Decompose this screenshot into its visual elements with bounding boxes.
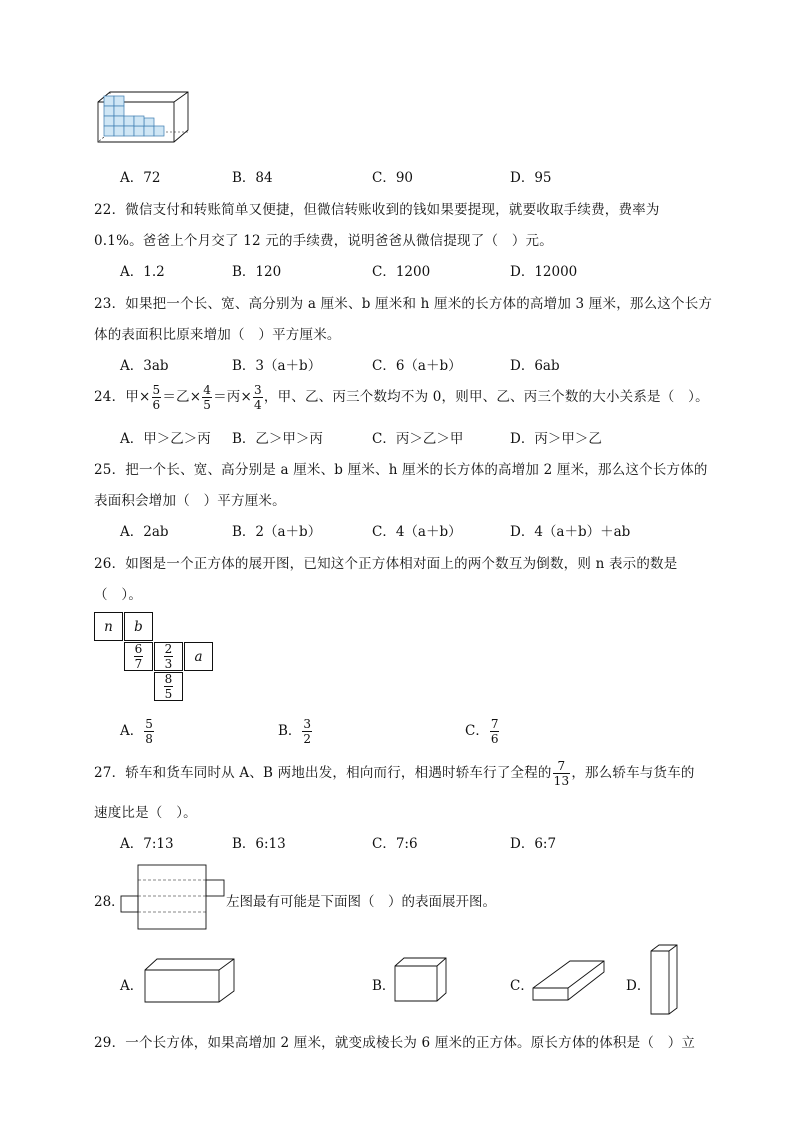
q28-option-d[interactable]: D．	[626, 978, 651, 994]
q27-text-line2: 速度比是（ ）。	[94, 805, 197, 821]
net-cell-6-7: $\frac{6}{7}$	[124, 642, 153, 671]
q28-number: 28．	[94, 894, 125, 910]
q22-option-b[interactable]: B．120	[232, 264, 282, 280]
q26-text-line2: （ ）。	[94, 587, 143, 603]
q27-option-d[interactable]: D．6:7	[510, 836, 557, 852]
q24-mid1: ＝乙×	[162, 389, 202, 405]
q21-option-a[interactable]: A．72	[120, 170, 161, 186]
q22-text-line2: 0.1%。爸爸上个月交了 12 元的手续费，说明爸爸从微信提现了（ ）元。	[94, 233, 553, 249]
q22-option-d[interactable]: D．12000	[510, 264, 578, 280]
q21-option-b[interactable]: B．84	[232, 170, 273, 186]
q25-option-d[interactable]: D．4（a＋b）＋ab	[510, 524, 631, 540]
net-cell-8-5: $\frac{8}{5}$	[154, 672, 183, 701]
q22-option-a[interactable]: A．1.2	[120, 264, 165, 280]
q28-option-a-cuboid[interactable]	[144, 958, 236, 1004]
q24-text	[94, 381, 709, 413]
q26-text-line1: 26．如图是一个正方体的展开图，已知这个正方体相对面上的两个数互为倒数，则 n 表示的数是	[94, 556, 678, 572]
q25-option-b[interactable]: B．2（a＋b）	[232, 524, 322, 540]
q25-option-c[interactable]: C．4（a＋b）	[372, 524, 462, 540]
net-cell-n: n	[94, 612, 123, 641]
q25-option-a[interactable]: A．2ab	[120, 524, 169, 540]
q25-text-line1: 25．把一个长、宽、高分别是 a 厘米、b 厘米、h 厘米的长方体的高增加 2 厘米，那么这个长方体的	[94, 462, 708, 478]
q28-option-c[interactable]: C．	[510, 978, 534, 994]
q29-text-line1: 29．一个长方体，如果高增加 2 厘米，就变成棱长为 6 厘米的正方体。原长方体的体积是（ ）立	[94, 1035, 696, 1051]
q21-option-c[interactable]: C．90	[372, 170, 414, 186]
q24-option-b[interactable]: B．乙＞甲＞丙	[232, 431, 323, 447]
net-cell-2-3: $\frac{2}{3}$	[154, 642, 183, 671]
q24-suffix: ，甲、乙、丙三个数均不为 0，则甲、乙、丙三个数的大小关系是（ ）。	[263, 389, 709, 405]
q24-mid2: ＝丙×	[213, 389, 253, 405]
q24-option-c[interactable]: C．丙＞乙＞甲	[372, 431, 464, 447]
q23-text-line1: 23．如果把一个长、宽、高分别为 a 厘米、b 厘米和 h 厘米的长方体的高增加 3 厘米，那么这个长方	[94, 296, 713, 312]
q26-option-c[interactable]: C． $\frac{7}{6}$	[465, 717, 499, 746]
q28-option-a[interactable]: A．	[120, 978, 144, 994]
q26-option-a[interactable]: A． $\frac{5}{8}$	[120, 717, 153, 746]
q24-fraction-2: $\frac{4}{5}$	[203, 383, 212, 412]
q24-prefix: 24．甲×	[94, 389, 151, 405]
q27-fraction: $\frac{7}{13}$	[553, 759, 570, 788]
q24-option-d[interactable]: D．丙＞甲＞乙	[510, 431, 602, 447]
q27-option-b[interactable]: B．6:13	[232, 836, 286, 852]
q24-option-a[interactable]: A．甲＞乙＞丙	[120, 431, 211, 447]
q23-option-b[interactable]: B．3（a＋b）	[232, 358, 322, 374]
q24-fraction-3: $\frac{3}{4}$	[254, 383, 262, 412]
net-cell-a: a	[184, 642, 213, 671]
q22-option-c[interactable]: C．1200	[372, 264, 431, 280]
cuboid-net-figure	[120, 864, 226, 930]
q28-option-d-tall-cuboid[interactable]	[650, 944, 680, 1016]
q23-option-d[interactable]: D．6ab	[510, 358, 560, 374]
q28-option-b[interactable]: B．	[372, 978, 396, 994]
q28-option-c-flat-cuboid[interactable]	[532, 960, 606, 1002]
q26-option-b[interactable]: B． $\frac{3}{2}$	[278, 717, 312, 746]
cube-net-figure	[94, 612, 216, 704]
q21-option-d[interactable]: D．95	[510, 170, 552, 186]
q28-text: 左图最有可能是下面图（ ）的表面展开图。	[226, 894, 496, 910]
q23-text-line2: 体的表面积比原来增加（ ）平方厘米。	[94, 327, 341, 343]
q28-option-b-cube[interactable]	[394, 957, 448, 1003]
q23-option-c[interactable]: C．6（a＋b）	[372, 358, 462, 374]
q22-text-line1: 22．微信支付和转账简单又便捷，但微信转账收到的钱如果要提现，就要收取手续费，费率为	[94, 202, 660, 218]
stacked-cubes-figure	[96, 88, 192, 146]
q27-text-line1: 27．轿车和货车同时从 A、B 两地出发，相向而行，相遇时轿车行了全程的 $\frac{7}{13}$ ，那么轿车与货车的	[94, 759, 695, 788]
net-cell-b: b	[124, 612, 153, 641]
q27-option-a[interactable]: A．7:13	[120, 836, 174, 852]
q24-fraction-1: $\frac{5}{6}$	[152, 383, 161, 412]
q25-text-line2: 表面积会增加（ ）平方厘米。	[94, 493, 286, 509]
q27-option-c[interactable]: C．7:6	[372, 836, 418, 852]
q23-option-a[interactable]: A．3ab	[120, 358, 169, 374]
